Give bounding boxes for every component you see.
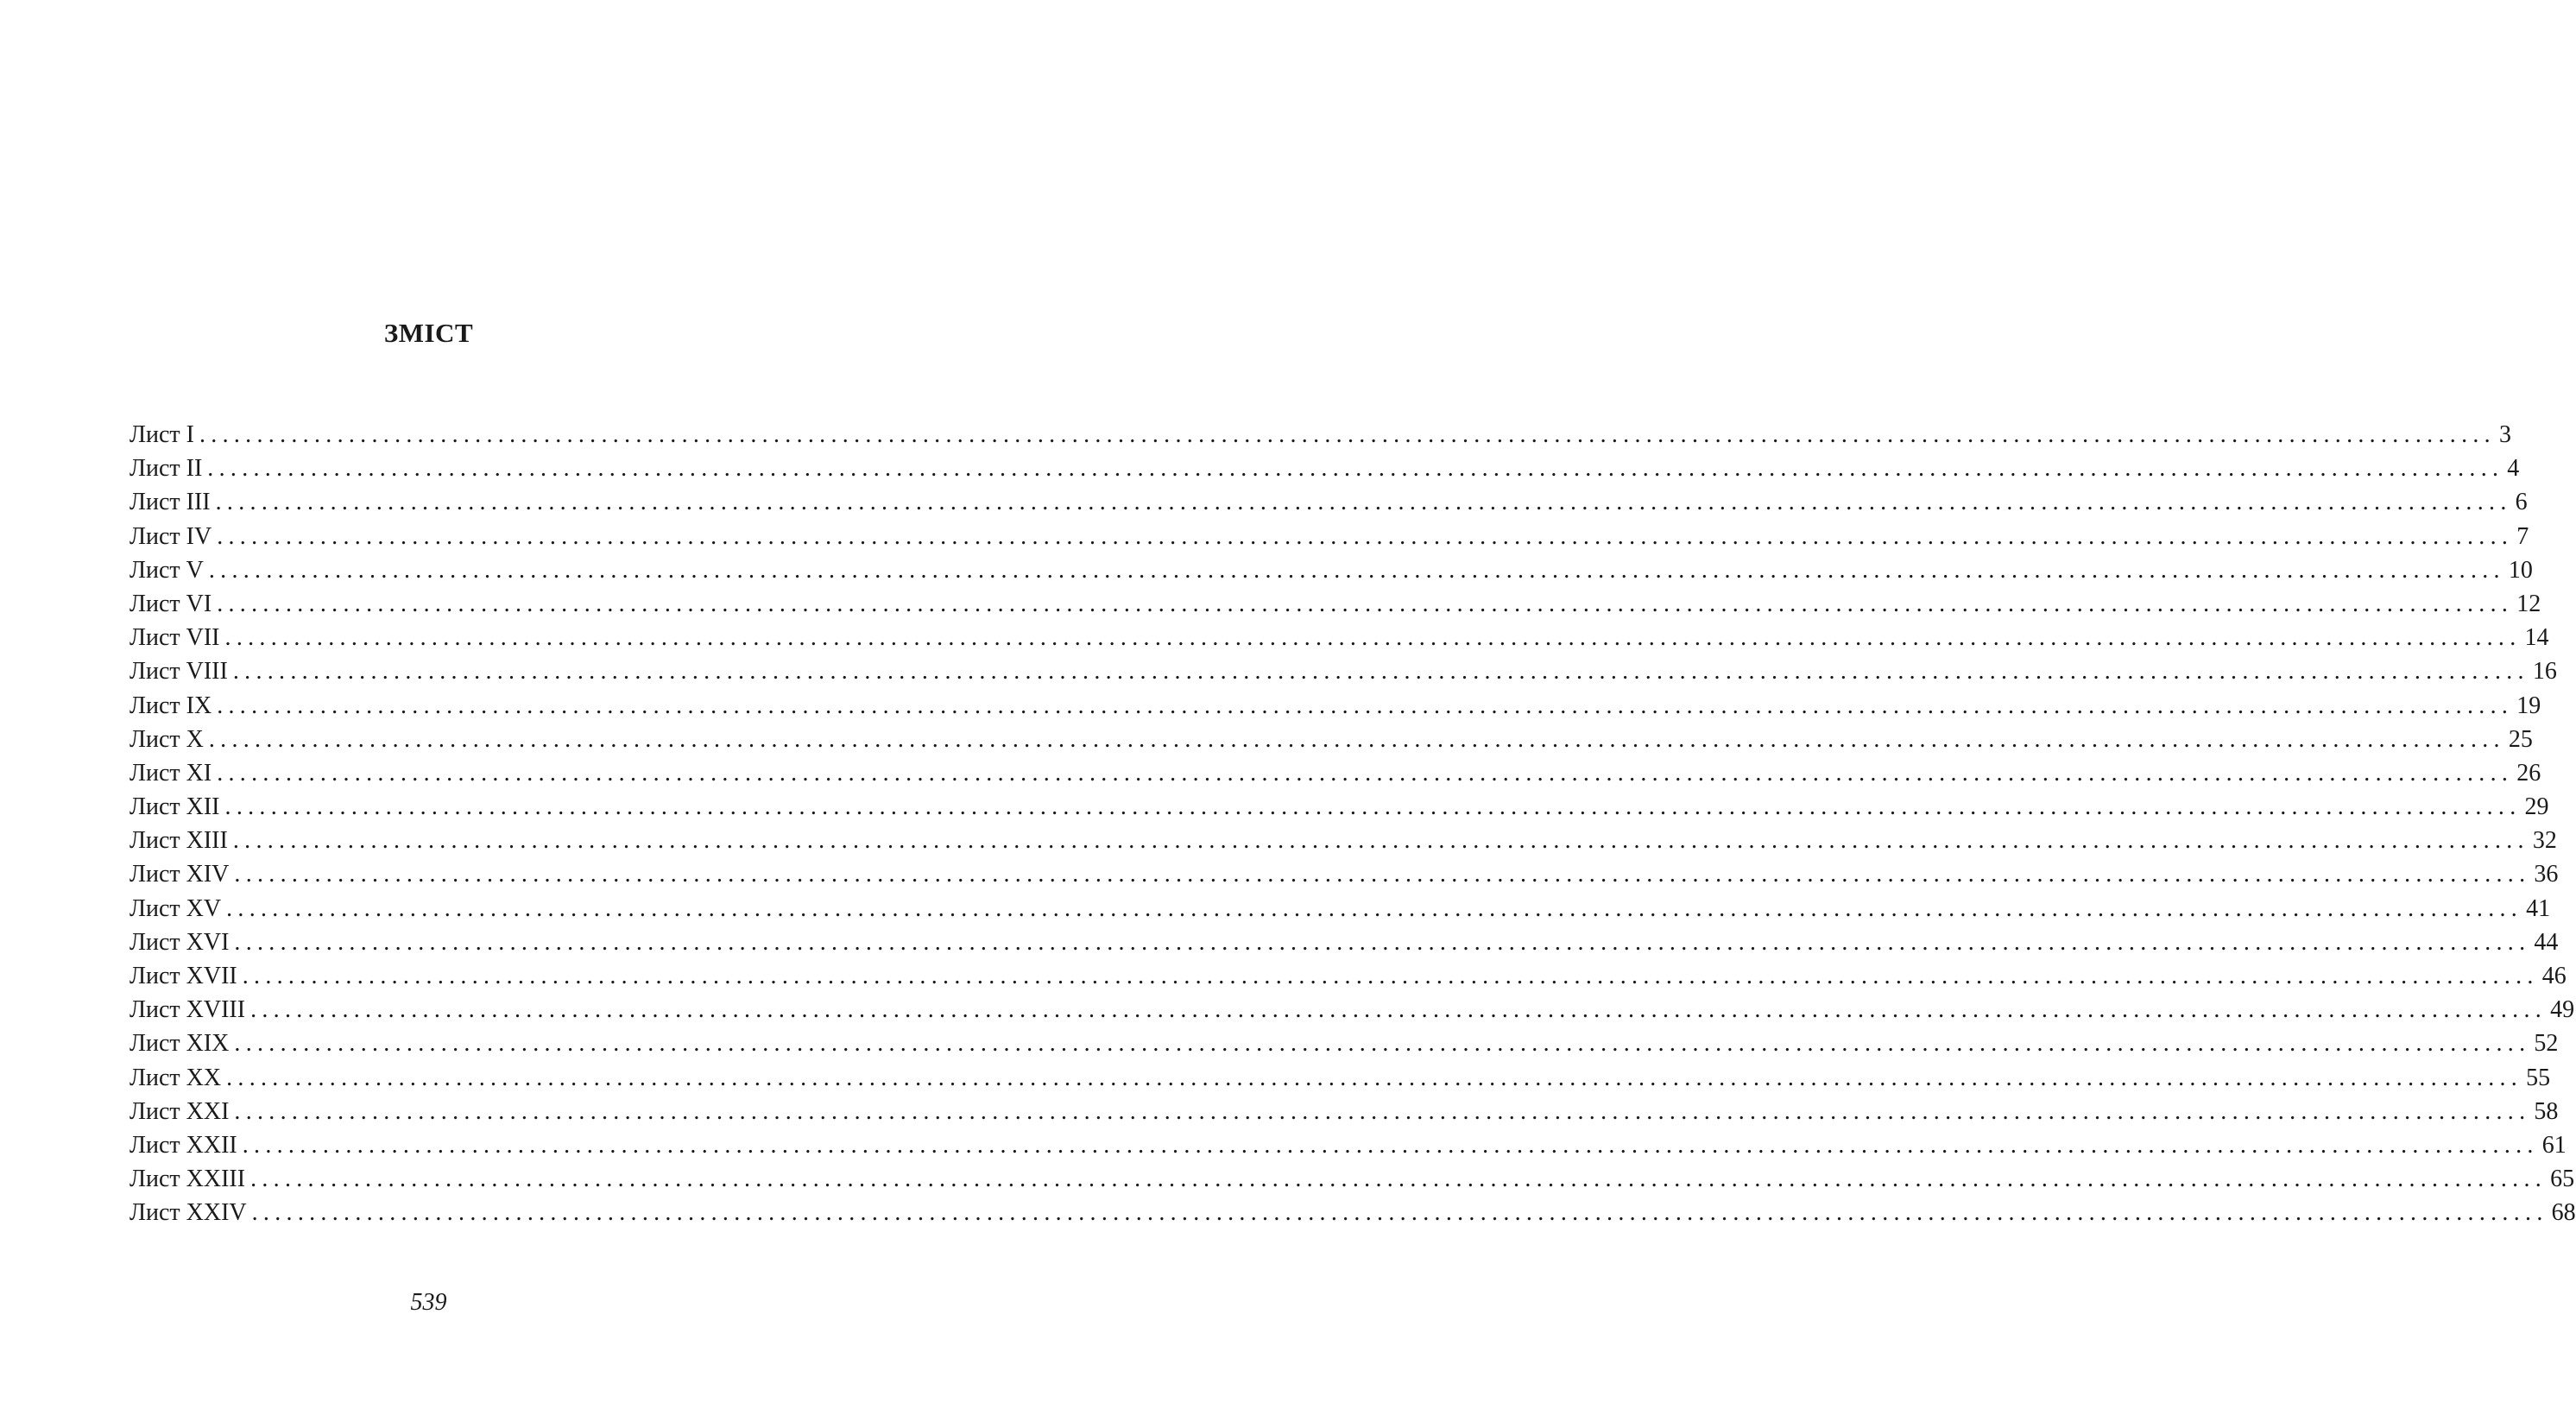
- toc-entry: [129, 824, 2557, 857]
- toc-entry-page: 19: [2516, 692, 2541, 719]
- toc-entry-page: 12: [2516, 590, 2541, 617]
- dot-leader: ........................................................................................................................................................................................................: [226, 1064, 2523, 1091]
- toc-entry-label: Лист I: [129, 421, 194, 448]
- toc-entry-label: Лист XX: [129, 1064, 222, 1091]
- toc-entry: [129, 520, 2529, 553]
- toc-entry: [129, 587, 2541, 621]
- dot-leader: ........................................................................................................................................................................................................: [215, 489, 2512, 516]
- toc-entry-page: 49: [2550, 996, 2575, 1024]
- toc-entry: [129, 857, 2559, 891]
- toc-entry-page: 61: [2541, 1131, 2567, 1159]
- toc-entry: [129, 1196, 2576, 1229]
- toc-entry-label: Лист II: [129, 455, 203, 483]
- toc-entry-page: 41: [2526, 894, 2551, 922]
- toc-entry-page: 46: [2541, 963, 2567, 989]
- toc-entry-label: Лист IX: [129, 692, 212, 719]
- toc-entry-page: 36: [2534, 861, 2559, 888]
- toc-entry: [129, 1128, 2567, 1162]
- toc-entry-label: Лист V: [129, 556, 204, 584]
- dot-leader: ........................................................................................................................................................................................................: [208, 556, 2505, 584]
- dot-leader: ........................................................................................................................................................................................................: [232, 658, 2529, 686]
- dot-leader: ........................................................................................................................................................................................................: [234, 1097, 2531, 1125]
- toc-entry-page: 25: [2508, 725, 2533, 753]
- toc-entry-label: Лист VI: [129, 590, 212, 617]
- dot-leader: ........................................................................................................................................................................................................: [250, 996, 2548, 1024]
- dot-leader: ........................................................................................................................................................................................................: [234, 928, 2531, 956]
- toc-entry: [129, 756, 2541, 790]
- dot-leader: ........................................................................................................................................................................................................: [199, 421, 2496, 448]
- page-title: ЗМІСТ: [383, 318, 474, 348]
- toc-entry: [129, 892, 2551, 926]
- toc-entry: [129, 993, 2575, 1027]
- toc-entry-page: 55: [2526, 1064, 2551, 1091]
- toc-entry-label: Лист XXIV: [129, 1199, 247, 1227]
- toc-entry: [129, 959, 2567, 993]
- dot-leader: ........................................................................................................................................................................................................: [224, 793, 2522, 821]
- toc-entry-page: 14: [2524, 624, 2549, 652]
- toc-entry-page: 26: [2516, 759, 2541, 787]
- toc-entry-label: Лист XXII: [129, 1131, 237, 1159]
- toc-entry-label: Лист III: [129, 489, 211, 516]
- toc-entry: [129, 1095, 2559, 1128]
- toc-entry-page: 65: [2550, 1166, 2575, 1193]
- toc-entry: [129, 1061, 2551, 1095]
- toc-entry: [129, 654, 2557, 688]
- toc-entry: [129, 418, 2511, 452]
- toc-entry-page: 32: [2532, 827, 2557, 855]
- toc-entry-page: 29: [2524, 793, 2549, 821]
- toc-entry-page: 7: [2516, 522, 2529, 550]
- toc-entry-page: 52: [2534, 1030, 2559, 1058]
- toc-entry-label: Лист XVIII: [129, 996, 246, 1024]
- toc-entry: [129, 621, 2549, 654]
- toc-entry-page: 3: [2498, 421, 2511, 448]
- toc-entry: [129, 452, 2520, 485]
- toc-entry-label: Лист X: [129, 725, 204, 753]
- dot-leader: ........................................................................................................................................................................................................: [226, 894, 2523, 922]
- dot-leader: ........................................................................................................................................................................................................: [242, 1131, 2539, 1159]
- toc-entry-page: 16: [2532, 658, 2557, 686]
- toc-entry-label: Лист XV: [129, 894, 222, 922]
- toc-entry-page: 10: [2508, 556, 2533, 584]
- dot-leader: ........................................................................................................................................................................................................: [234, 1030, 2531, 1058]
- toc-entry: [129, 926, 2559, 959]
- dot-leader: ........................................................................................................................................................................................................: [234, 861, 2531, 888]
- toc-entry-label: Лист XI: [129, 759, 212, 787]
- dot-leader: ........................................................................................................................................................................................................: [242, 963, 2539, 989]
- toc-entry: [129, 553, 2533, 587]
- toc-entry: [129, 485, 2528, 519]
- toc-entry-label: Лист XII: [129, 793, 220, 821]
- toc-entry-label: Лист XIX: [129, 1030, 230, 1058]
- toc-entry: [129, 790, 2549, 824]
- toc-entry-label: Лист XVII: [129, 963, 237, 989]
- toc-entry-label: Лист VII: [129, 624, 220, 652]
- dot-leader: ........................................................................................................................................................................................................: [208, 725, 2505, 753]
- dot-leader: ........................................................................................................................................................................................................: [251, 1199, 2548, 1227]
- toc-entry-label: Лист IV: [129, 522, 212, 550]
- dot-leader: ........................................................................................................................................................................................................: [224, 624, 2522, 652]
- toc-entry-page: 58: [2534, 1097, 2559, 1125]
- toc-entry-label: Лист XIV: [129, 861, 230, 888]
- toc-entry-page: 6: [2515, 489, 2528, 516]
- toc-entry-label: Лист XIII: [129, 827, 228, 855]
- dot-leader: ........................................................................................................................................................................................................: [207, 455, 2504, 483]
- toc-entry-label: Лист XXIII: [129, 1166, 246, 1193]
- table-of-contents: [129, 418, 2576, 1230]
- toc-entry-page: 68: [2551, 1199, 2576, 1227]
- page-number: 539: [410, 1289, 447, 1316]
- dot-leader: ........................................................................................................................................................................................................: [217, 759, 2514, 787]
- dot-leader: ........................................................................................................................................................................................................: [217, 522, 2514, 550]
- dot-leader: ........................................................................................................................................................................................................: [250, 1166, 2548, 1193]
- toc-entry-label: Лист VIII: [129, 658, 228, 686]
- toc-entry-page: 4: [2507, 455, 2520, 483]
- toc-entry: [129, 689, 2541, 723]
- dot-leader: ........................................................................................................................................................................................................: [217, 692, 2514, 719]
- toc-entry: [129, 723, 2533, 756]
- dot-leader: ........................................................................................................................................................................................................: [232, 827, 2529, 855]
- toc-entry: [129, 1027, 2559, 1060]
- toc-entry-page: 44: [2534, 928, 2559, 956]
- toc-entry-label: Лист XVI: [129, 928, 230, 956]
- toc-entry: [129, 1162, 2575, 1196]
- dot-leader: ........................................................................................................................................................................................................: [217, 590, 2514, 617]
- toc-entry-label: Лист XXI: [129, 1097, 230, 1125]
